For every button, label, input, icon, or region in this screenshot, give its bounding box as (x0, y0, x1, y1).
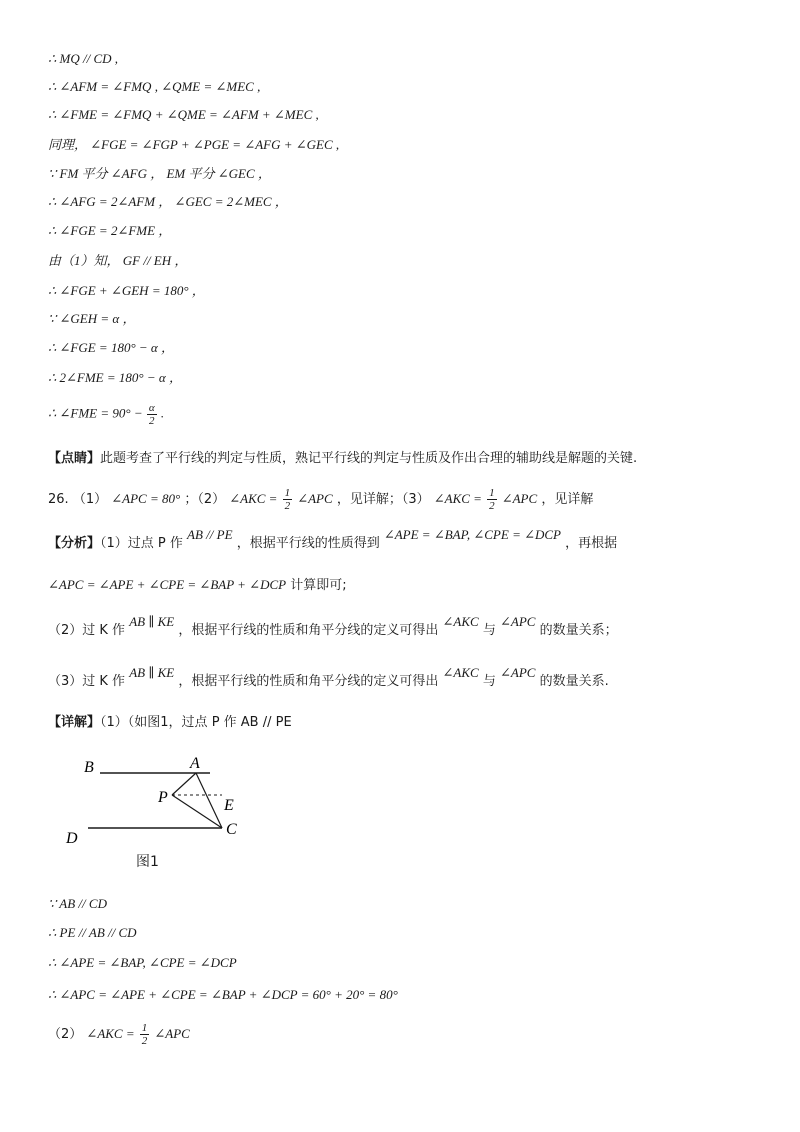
analysis-line-3 (48, 614, 618, 640)
analysis-text: 与 (482, 623, 496, 638)
analysis-akc: ∠AKC (442, 614, 479, 629)
part2-half-numerator: 1 (141, 1022, 148, 1034)
q26-part1-label: （1） (72, 492, 108, 507)
half-denominator: 2 (284, 500, 291, 512)
comment-line (48, 450, 637, 468)
half-numerator-3: 1 (489, 487, 495, 499)
analysis-text: （2）过 K 作 (48, 623, 126, 638)
analysis-text: ，再根据 (565, 536, 618, 551)
proof-step-2: ∴ PE // AB // CD (48, 925, 137, 940)
q26-part2-rhs: ∠APC (297, 491, 333, 506)
proof-line-12: ∴ 2∠FME = 180° − α ， (48, 370, 182, 385)
part2-lhs: ∠AKC = (86, 1026, 135, 1041)
proof-line-8: 由（1）知， GF // EH ， (48, 253, 188, 268)
proof-line-9: ∴ ∠FGE + ∠GEH = 180° ， (48, 283, 205, 298)
comment-text: 此题考查了平行线的判定与性质，熟记平行线的判定与性质及作出合理的辅助线是解题的关键. (100, 451, 638, 466)
analysis-text: 的数量关系. (539, 674, 609, 689)
segment-ap (172, 773, 196, 795)
analysis-text: （3）过 K 作 (48, 674, 126, 689)
part2-half-denominator: 2 (141, 1035, 148, 1047)
analysis-text: 与 (482, 674, 496, 689)
proof-line-3: ∴ ∠FME = ∠FMQ + ∠QME = ∠AFM + ∠MEC , (48, 107, 319, 122)
part2-rhs: ∠APC (154, 1026, 190, 1041)
part2-label: （2） (48, 1027, 83, 1042)
proof-line-7: ∴ ∠FGE = 2∠FME ， (48, 223, 172, 238)
q26-part2-label: ；（2） (184, 492, 226, 507)
fraction-denominator: 2 (149, 415, 155, 427)
proof-line-6: ∴ ∠AFG = 2∠AFM ， ∠GEC = 2∠MEC ， (48, 194, 288, 209)
analysis-angle-sum: ∠APC = ∠APE + ∠CPE = ∠BAP + ∠DCP (48, 577, 287, 592)
figure-caption: 图1 (136, 854, 159, 870)
q26-number: 26. (48, 492, 69, 507)
analysis-line-4 (48, 665, 609, 691)
q26-part3-rhs: ∠APC (501, 491, 538, 506)
q26-part3-lhs: ∠AKC = (433, 491, 482, 506)
analysis-apc-2: ∠APC (499, 665, 536, 680)
detail-text: （1）（如图1，过点 P 作 AB // PE (100, 715, 292, 730)
figure-1-diagram (60, 752, 260, 852)
analysis-text: 计算即可; (290, 578, 347, 593)
proof-line-2: ∴ ∠AFM = ∠FMQ , ∠QME = ∠MEC , (48, 79, 261, 94)
q26-part3-tail: ，见详解 (541, 492, 594, 507)
label-c: C (226, 821, 237, 838)
q26-part1-answer: ∠APC = 80° (111, 491, 181, 506)
half-numerator: 1 (284, 487, 291, 499)
detail-line (48, 714, 292, 732)
alpha-over-two-fraction (147, 402, 157, 427)
final-suffix: . (160, 405, 165, 421)
analysis-text: （1）过点 P 作 (100, 536, 183, 551)
q26-part2-tail: ，见详解；（3） (336, 492, 430, 507)
analysis-text: ，根据平行线的性质得到 (236, 536, 380, 551)
analysis-text: ，根据平行线的性质和角平分线的定义可得出 (178, 674, 439, 689)
analysis-angle-equalities: ∠APE = ∠BAP, ∠CPE = ∠DCP (383, 527, 561, 542)
analysis-line-1 (48, 527, 618, 553)
analysis-ab-ke-2: AB ∥ KE (129, 665, 175, 680)
final-prefix: ∴ ∠FME = 90° − (48, 405, 143, 421)
comment-tag: 【点睛】 (48, 451, 101, 466)
analysis-ab-ke: AB ∥ KE (129, 614, 175, 629)
part2-half (140, 1022, 150, 1047)
proof-step-4: ∴ ∠APC = ∠APE + ∠CPE = ∠BAP + ∠DCP = 60° + 20° = 80° (48, 987, 398, 1002)
proof-step-1: ∵ AB // CD (48, 896, 107, 911)
proof-line-1: ∴ MQ // CD , (48, 51, 119, 66)
label-e: E (224, 797, 234, 814)
q26-part2-half (283, 487, 293, 512)
proof-line-13 (48, 402, 164, 427)
proof-line-5: ∵ FM 平分 ∠AFG ， EM 平分 ∠GEC ， (48, 166, 271, 181)
q26-part3-half (487, 487, 497, 512)
analysis-tag: 【分析】 (48, 536, 101, 551)
proof-step-3: ∴ ∠APE = ∠BAP, ∠CPE = ∠DCP (48, 955, 237, 970)
half-denominator-3: 2 (489, 500, 495, 512)
analysis-text: 的数量关系； (539, 623, 618, 638)
part2-answer-line (48, 1022, 190, 1047)
label-a: A (190, 755, 200, 772)
analysis-akc-2: ∠AKC (442, 665, 479, 680)
q26-answer-line (48, 487, 593, 512)
analysis-ab-pe: AB // PE (187, 527, 233, 542)
proof-line-11: ∴ ∠FGE = 180° − α ， (48, 340, 175, 355)
label-b: B (84, 759, 94, 776)
proof-line-4: 同理， ∠FGE = ∠FGP + ∠PGE = ∠AFG + ∠GEC , (48, 137, 340, 152)
analysis-text: ，根据平行线的性质和角平分线的定义可得出 (178, 623, 439, 638)
analysis-line-2 (48, 576, 347, 595)
label-p: P (158, 789, 168, 806)
analysis-apc: ∠APC (499, 614, 536, 629)
q26-part2-lhs: ∠AKC = (229, 491, 278, 506)
fraction-numerator: α (148, 402, 155, 414)
detail-tag: 【详解】 (48, 715, 101, 730)
label-d: D (66, 830, 78, 847)
proof-line-10: ∵ ∠GEH = α ， (48, 311, 136, 326)
